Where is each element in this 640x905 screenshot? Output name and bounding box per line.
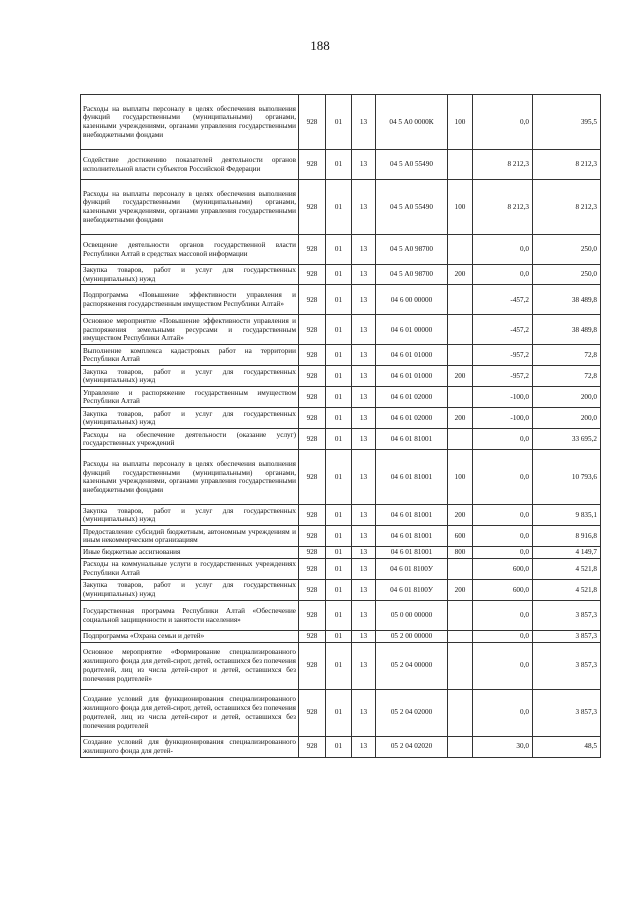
cell-rz: 01 <box>326 631 352 643</box>
cell-csr: 04 5 А0 98700 <box>376 265 448 285</box>
cell-vr: 800 <box>448 547 473 559</box>
cell-name: Расходы на обеспечение деятельности (оказание услуг) государственных учреждений <box>81 429 299 450</box>
cell-total: 10 793,6 <box>533 450 601 505</box>
cell-ved: 928 <box>299 315 326 345</box>
cell-rz: 01 <box>326 601 352 631</box>
cell-ved: 928 <box>299 429 326 450</box>
cell-csr: 04 5 А0 0000К <box>376 95 448 150</box>
cell-ved: 928 <box>299 642 326 689</box>
table-row <box>81 387 601 408</box>
cell-rz: 01 <box>326 736 352 757</box>
cell-vr <box>448 285 473 315</box>
cell-name: Закупка товаров, работ и услуг для государственных (муниципальных) нужд <box>81 580 299 601</box>
cell-csr: 05 2 04 00000 <box>376 642 448 689</box>
cell-total: 9 835,1 <box>533 505 601 526</box>
cell-pr: 13 <box>352 95 376 150</box>
cell-name: Управление и распоряжение государственным имуществом Республики Алтай <box>81 387 299 408</box>
cell-total: 4 149,7 <box>533 547 601 559</box>
cell-vr: 100 <box>448 95 473 150</box>
cell-rz: 01 <box>326 689 352 736</box>
table-row <box>81 285 601 315</box>
cell-name: Основное мероприятие «Формирование специализированного жилищного фонда для детей-сирот, детей, оставшихся без попечения родителей, лиц из числа детей-сирот и детей, оставшихся без попечения родителей» <box>81 642 299 689</box>
cell-vr: 200 <box>448 580 473 601</box>
cell-rz: 01 <box>326 180 352 235</box>
cell-pr: 13 <box>352 631 376 643</box>
cell-change: 0,0 <box>473 265 533 285</box>
table-row <box>81 150 601 180</box>
cell-vr <box>448 387 473 408</box>
cell-total: 200,0 <box>533 387 601 408</box>
table-row <box>81 736 601 757</box>
cell-csr: 04 6 01 81001 <box>376 505 448 526</box>
cell-change: 0,0 <box>473 601 533 631</box>
cell-name: Предоставление субсидий бюджетным, автономным учреждениям и иным некоммерческим организациям <box>81 526 299 547</box>
cell-total: 250,0 <box>533 235 601 265</box>
cell-pr: 13 <box>352 265 376 285</box>
cell-vr <box>448 631 473 643</box>
cell-ved: 928 <box>299 601 326 631</box>
cell-ved: 928 <box>299 345 326 366</box>
cell-change: 0,0 <box>473 631 533 643</box>
cell-change: 0,0 <box>473 235 533 265</box>
cell-vr: 200 <box>448 505 473 526</box>
cell-rz: 01 <box>326 95 352 150</box>
table-row <box>81 265 601 285</box>
cell-rz: 01 <box>326 285 352 315</box>
cell-ved: 928 <box>299 580 326 601</box>
cell-vr <box>448 559 473 580</box>
table-row <box>81 366 601 387</box>
cell-total: 3 857,3 <box>533 631 601 643</box>
cell-pr: 13 <box>352 150 376 180</box>
table-row <box>81 580 601 601</box>
cell-ved: 928 <box>299 180 326 235</box>
cell-rz: 01 <box>326 429 352 450</box>
cell-total: 8 212,3 <box>533 150 601 180</box>
cell-rz: 01 <box>326 580 352 601</box>
cell-total: 33 695,2 <box>533 429 601 450</box>
cell-ved: 928 <box>299 150 326 180</box>
table-row <box>81 180 601 235</box>
cell-vr <box>448 689 473 736</box>
cell-pr: 13 <box>352 387 376 408</box>
cell-change: -457,2 <box>473 285 533 315</box>
cell-total: 3 857,3 <box>533 689 601 736</box>
cell-pr: 13 <box>352 450 376 505</box>
cell-ved: 928 <box>299 387 326 408</box>
cell-ved: 928 <box>299 285 326 315</box>
cell-vr <box>448 235 473 265</box>
cell-change: 8 212,3 <box>473 150 533 180</box>
cell-vr <box>448 642 473 689</box>
budget-table-body <box>81 95 601 758</box>
cell-change: -957,2 <box>473 366 533 387</box>
cell-total: 200,0 <box>533 408 601 429</box>
cell-total: 8 212,3 <box>533 180 601 235</box>
cell-ved: 928 <box>299 505 326 526</box>
cell-ved: 928 <box>299 450 326 505</box>
cell-pr: 13 <box>352 315 376 345</box>
cell-pr: 13 <box>352 505 376 526</box>
cell-name: Закупка товаров, работ и услуг для государственных (муниципальных) нужд <box>81 408 299 429</box>
cell-name: Расходы на коммунальные услуги в государственных учреждениях Республики Алтай <box>81 559 299 580</box>
cell-rz: 01 <box>326 235 352 265</box>
cell-csr: 04 6 01 01000 <box>376 345 448 366</box>
cell-csr: 04 6 01 81001 <box>376 547 448 559</box>
cell-pr: 13 <box>352 366 376 387</box>
cell-total: 72,8 <box>533 366 601 387</box>
cell-change: 8 212,3 <box>473 180 533 235</box>
cell-ved: 928 <box>299 526 326 547</box>
cell-pr: 13 <box>352 526 376 547</box>
cell-vr <box>448 345 473 366</box>
cell-vr: 100 <box>448 180 473 235</box>
cell-ved: 928 <box>299 235 326 265</box>
cell-total: 3 857,3 <box>533 601 601 631</box>
cell-change: 0,0 <box>473 450 533 505</box>
cell-change: 600,0 <box>473 580 533 601</box>
cell-rz: 01 <box>326 408 352 429</box>
table-row <box>81 95 601 150</box>
page-number: 188 <box>310 38 330 53</box>
cell-rz: 01 <box>326 265 352 285</box>
cell-csr: 04 6 01 8100У <box>376 559 448 580</box>
cell-total: 38 489,8 <box>533 285 601 315</box>
cell-rz: 01 <box>326 505 352 526</box>
cell-csr: 04 6 01 01000 <box>376 366 448 387</box>
cell-pr: 13 <box>352 689 376 736</box>
cell-vr: 200 <box>448 408 473 429</box>
cell-name: Подпрограмма «Повышение эффективности управления и распоряжения государственным имуществом Республики Алтай» <box>81 285 299 315</box>
cell-total: 395,5 <box>533 95 601 150</box>
cell-ved: 928 <box>299 559 326 580</box>
cell-rz: 01 <box>326 547 352 559</box>
table-row <box>81 408 601 429</box>
cell-vr <box>448 150 473 180</box>
cell-csr: 04 6 01 8100У <box>376 580 448 601</box>
cell-csr: 04 6 01 02000 <box>376 387 448 408</box>
cell-total: 250,0 <box>533 265 601 285</box>
cell-csr: 05 0 00 00000 <box>376 601 448 631</box>
cell-rz: 01 <box>326 345 352 366</box>
cell-change: -100,0 <box>473 387 533 408</box>
cell-ved: 928 <box>299 547 326 559</box>
cell-pr: 13 <box>352 736 376 757</box>
cell-ved: 928 <box>299 408 326 429</box>
cell-change: 600,0 <box>473 559 533 580</box>
cell-pr: 13 <box>352 580 376 601</box>
cell-total: 8 916,8 <box>533 526 601 547</box>
cell-change: -957,2 <box>473 345 533 366</box>
cell-ved: 928 <box>299 265 326 285</box>
cell-csr: 04 6 01 81001 <box>376 526 448 547</box>
cell-name: Расходы на выплаты персоналу в целях обеспечения выполнения функций государственными (муниципальными) органами, казенными учреждениями, органами управления государственными внебюджетными фондами <box>81 180 299 235</box>
cell-ved: 928 <box>299 736 326 757</box>
cell-vr <box>448 601 473 631</box>
cell-pr: 13 <box>352 285 376 315</box>
cell-rz: 01 <box>326 642 352 689</box>
cell-rz: 01 <box>326 559 352 580</box>
cell-change: 0,0 <box>473 505 533 526</box>
cell-vr: 200 <box>448 265 473 285</box>
cell-total: 3 857,3 <box>533 642 601 689</box>
table-row <box>81 642 601 689</box>
cell-pr: 13 <box>352 235 376 265</box>
table-row <box>81 429 601 450</box>
cell-ved: 928 <box>299 689 326 736</box>
cell-name: Создание условий для функционирования специализированного жилищного фонда для детей-сирот, детей, оставшихся без попечения родителей, лиц из числа детей-сирот и детей, оставшихся без попечения родителей <box>81 689 299 736</box>
cell-ved: 928 <box>299 631 326 643</box>
cell-name: Выполнение комплекса кадастровых работ на территории Республики Алтай <box>81 345 299 366</box>
table-row <box>81 631 601 643</box>
table-row <box>81 505 601 526</box>
cell-name: Содействие достижению показателей деятельности органов исполнительной власти субъектов Российской Федерации <box>81 150 299 180</box>
cell-csr: 05 2 04 02000 <box>376 689 448 736</box>
cell-pr: 13 <box>352 559 376 580</box>
table-row <box>81 601 601 631</box>
table-row <box>81 345 601 366</box>
cell-total: 48,5 <box>533 736 601 757</box>
cell-csr: 05 2 00 00000 <box>376 631 448 643</box>
table-row <box>81 559 601 580</box>
cell-pr: 13 <box>352 601 376 631</box>
cell-change: 0,0 <box>473 526 533 547</box>
cell-csr: 04 6 01 81001 <box>376 450 448 505</box>
cell-change: 0,0 <box>473 642 533 689</box>
table-row <box>81 547 601 559</box>
cell-vr <box>448 736 473 757</box>
cell-name: Освещение деятельности органов государственной власти Республики Алтай в средствах массовой информации <box>81 235 299 265</box>
cell-name: Государственная программа Республики Алтай «Обеспечение социальной защищенности и занятости населения» <box>81 601 299 631</box>
cell-total: 4 521,8 <box>533 559 601 580</box>
cell-pr: 13 <box>352 547 376 559</box>
cell-change: 30,0 <box>473 736 533 757</box>
cell-pr: 13 <box>352 429 376 450</box>
cell-ved: 928 <box>299 366 326 387</box>
cell-rz: 01 <box>326 450 352 505</box>
cell-ved: 928 <box>299 95 326 150</box>
cell-csr: 04 5 А0 98700 <box>376 235 448 265</box>
cell-change: 0,0 <box>473 95 533 150</box>
table-row <box>81 450 601 505</box>
cell-total: 72,8 <box>533 345 601 366</box>
budget-table <box>80 94 601 758</box>
table-row <box>81 526 601 547</box>
cell-change: -100,0 <box>473 408 533 429</box>
cell-name: Подпрограмма «Охрана семьи и детей» <box>81 631 299 643</box>
cell-csr: 04 6 00 00000 <box>376 285 448 315</box>
cell-name: Иные бюджетные ассигнования <box>81 547 299 559</box>
table-row <box>81 689 601 736</box>
cell-change: 0,0 <box>473 429 533 450</box>
cell-csr: 04 6 01 02000 <box>376 408 448 429</box>
cell-name: Основное мероприятие «Повышение эффективности управления и распоряжения земельными ресурсами и государственным имуществом Республики Алтай» <box>81 315 299 345</box>
cell-name: Закупка товаров, работ и услуг для государственных (муниципальных) нужд <box>81 265 299 285</box>
cell-name: Закупка товаров, работ и услуг для государственных (муниципальных) нужд <box>81 505 299 526</box>
table-row <box>81 315 601 345</box>
cell-total: 4 521,8 <box>533 580 601 601</box>
cell-vr: 200 <box>448 366 473 387</box>
cell-name: Расходы на выплаты персоналу в целях обеспечения выполнения функций государственными (муниципальными) органами, казенными учреждениями, органами управления государственными внебюджетными фондами <box>81 450 299 505</box>
cell-csr: 04 6 01 00000 <box>376 315 448 345</box>
cell-pr: 13 <box>352 180 376 235</box>
cell-vr <box>448 315 473 345</box>
cell-name: Создание условий для функционирования специализированного жилищного фонда для детей- <box>81 736 299 757</box>
cell-change: -457,2 <box>473 315 533 345</box>
cell-csr: 05 2 04 02020 <box>376 736 448 757</box>
cell-vr <box>448 429 473 450</box>
cell-total: 38 489,8 <box>533 315 601 345</box>
cell-pr: 13 <box>352 408 376 429</box>
cell-csr: 04 5 А0 55490 <box>376 180 448 235</box>
cell-rz: 01 <box>326 315 352 345</box>
cell-name: Расходы на выплаты персоналу в целях обеспечения выполнения функций государственными (муниципальными) органами, казенными учреждениями, органами управления государственными внебюджетными фондами <box>81 95 299 150</box>
cell-vr: 100 <box>448 450 473 505</box>
cell-csr: 04 5 А0 55490 <box>376 150 448 180</box>
cell-rz: 01 <box>326 387 352 408</box>
cell-rz: 01 <box>326 366 352 387</box>
cell-name: Закупка товаров, работ и услуг для государственных (муниципальных) нужд <box>81 366 299 387</box>
table-row <box>81 235 601 265</box>
cell-pr: 13 <box>352 642 376 689</box>
cell-csr: 04 6 01 81001 <box>376 429 448 450</box>
cell-rz: 01 <box>326 150 352 180</box>
cell-vr: 600 <box>448 526 473 547</box>
cell-change: 0,0 <box>473 547 533 559</box>
cell-rz: 01 <box>326 526 352 547</box>
cell-change: 0,0 <box>473 689 533 736</box>
cell-pr: 13 <box>352 345 376 366</box>
